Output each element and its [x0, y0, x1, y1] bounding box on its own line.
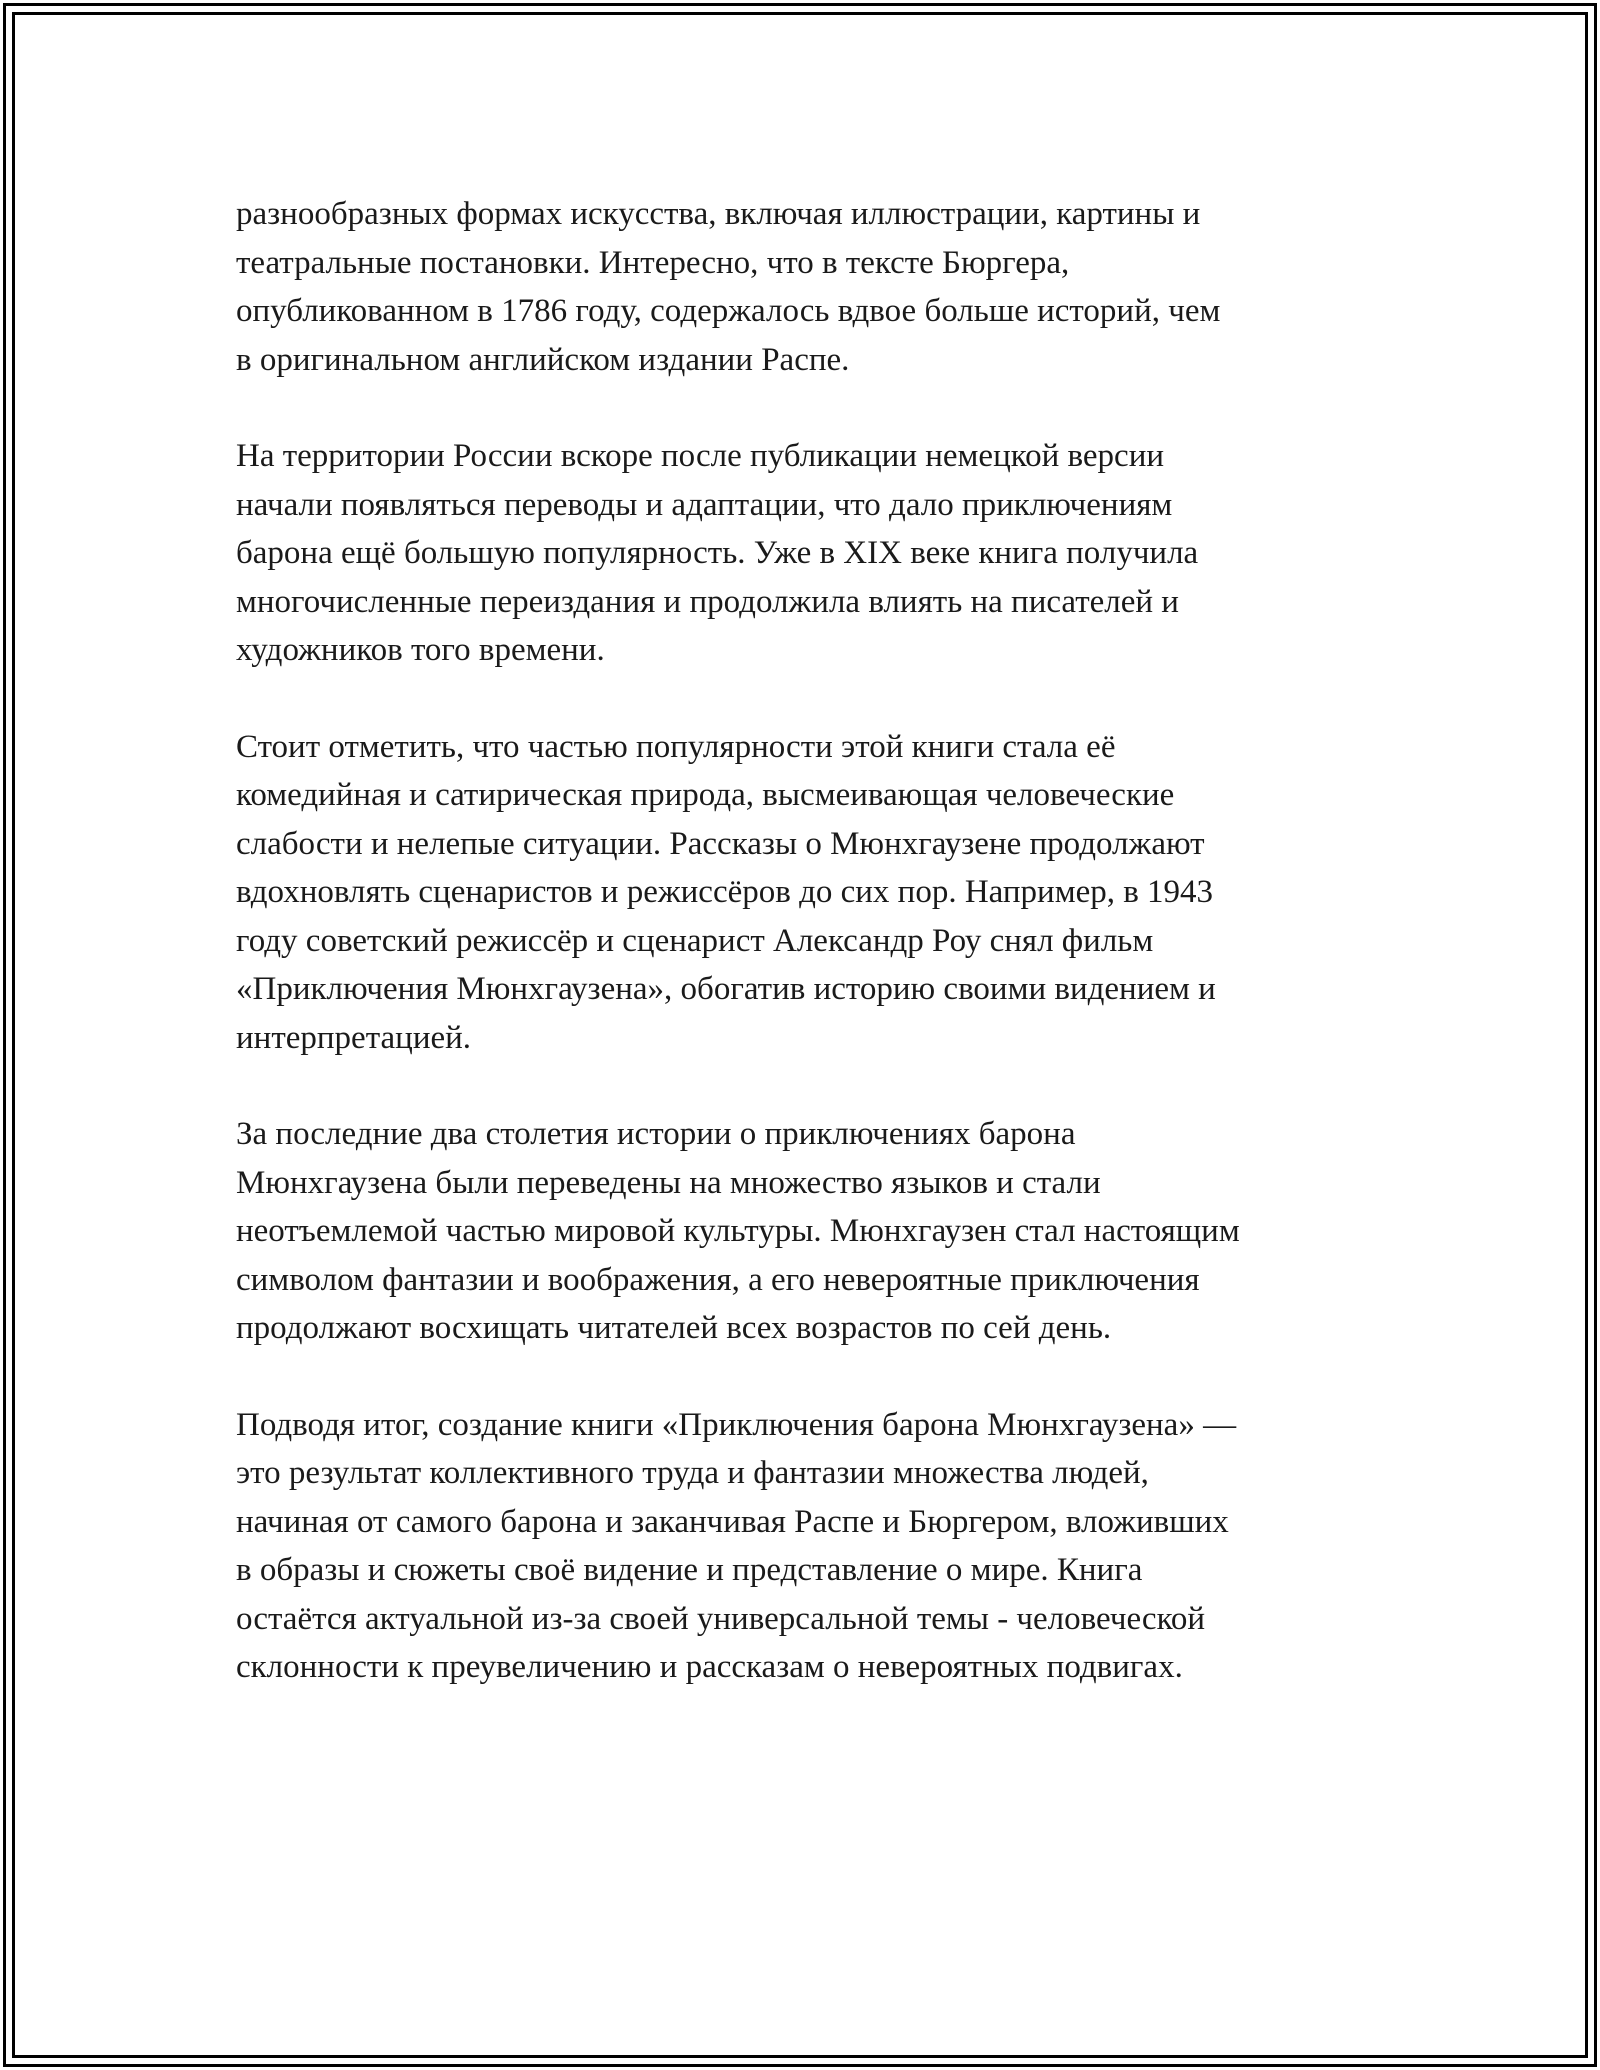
text-line: начиная от самого барона и заканчивая Распе и Бюргером, вложивших [236, 1503, 1229, 1540]
text-line: это результат коллективного труда и фантазии множества людей, [236, 1455, 1149, 1491]
text-line: Стоит отметить, что частью популярности этой книги стала её [236, 728, 1116, 765]
text-line: За последние два столетия истории о приключениях барона [236, 1116, 1076, 1152]
text-line: барона ещё большую популярность. Уже в XIX веке книга получила [236, 535, 1199, 571]
text-line: опубликованном в 1786 году, содержалось вдвое больше историй, чем [236, 293, 1221, 329]
text-line: в оригинальном английском издании Распе. [236, 341, 850, 378]
text-line: разнообразных формах искусства, включая иллюстрации, картины и [236, 196, 1201, 232]
text-line: вдохновлять сценаристов и режиссёров до сих пор. Например, в 1943 [236, 874, 1214, 910]
text-line: склонности к преувеличению и рассказам о невероятных подвигах. [236, 1649, 1183, 1685]
text-line: интерпретацией. [236, 1019, 472, 1056]
text-line: неотъемлемой частью мировой культуры. Мюнхгаузен стал настоящим [236, 1213, 1240, 1249]
text-line: в образы и сюжеты своё видение и представление о мире. Книга [236, 1552, 1143, 1588]
text-line: «Приключения Мюнхгаузена», обогатив историю своими видением и [236, 971, 1216, 1007]
text-line: символом фантазии и воображения, а его невероятные приключения [236, 1261, 1200, 1298]
paragraph [236, 723, 1366, 1063]
text-line: Подводя итог, создание книги «Приключения барона Мюнхгаузена» — [236, 1406, 1237, 1443]
text-line: Мюнхгаузена были переведены на множество языков и стали [236, 1164, 1101, 1201]
text-line: многочисленные переиздания и продолжила влиять на писателей и [236, 583, 1179, 620]
text-line: году советский режиссёр и сценарист Александр Роу снял фильм [236, 922, 1154, 959]
text-line: продолжают восхищать читателей всех возрастов по сей день. [236, 1310, 1112, 1346]
text-line: На территории России вскоре после публикации немецкой версии [236, 438, 1165, 474]
paragraph [236, 1110, 1366, 1353]
text-line: комедийная и сатирическая природа, высмеивающая человеческие [236, 777, 1175, 813]
paragraph [236, 1401, 1366, 1692]
text-line: остаётся актуальной из-за своей универсальной темы - человеческой [236, 1600, 1206, 1637]
paragraph [236, 190, 1366, 384]
text-line: театральные постановки. Интересно, что в тексте Бюргера, [236, 244, 1070, 281]
text-line: художников того времени. [236, 632, 605, 668]
paragraph [236, 432, 1366, 675]
text-line: начали появляться переводы и адаптации, что дало приключениям [236, 486, 1173, 523]
document-body [236, 190, 1366, 1740]
text-line: слабости и нелепые ситуации. Рассказы о Мюнхгаузене продолжают [236, 825, 1205, 862]
